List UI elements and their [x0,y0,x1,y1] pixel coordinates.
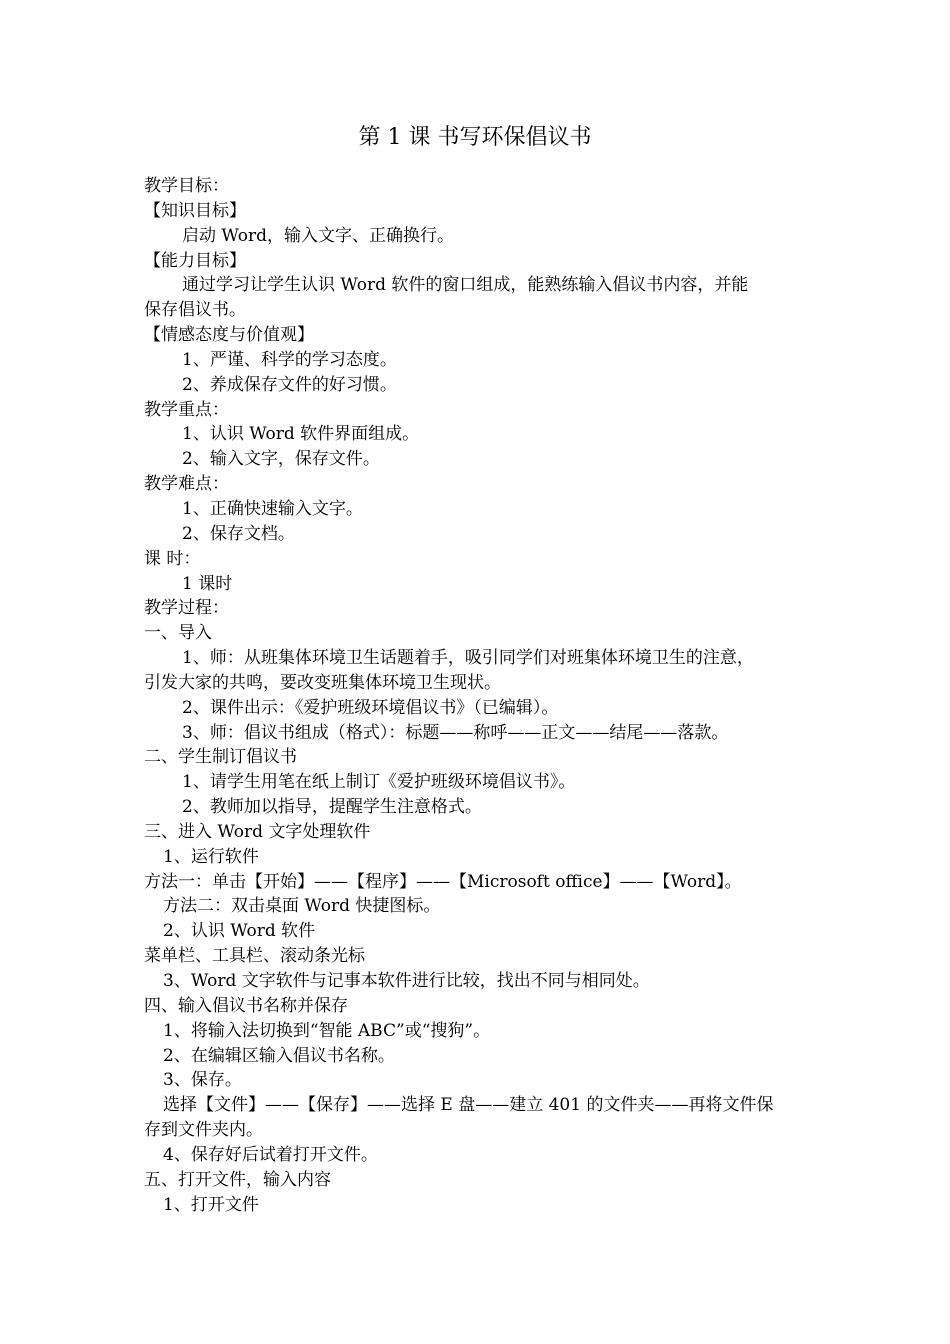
text-line: 方法一：单击【开始】——【程序】——【Microsoft office】——【Word】。 [144,871,742,892]
document-title: 第 1 课 书写环保倡议书 [358,125,592,150]
text-line: 通过学习让学生认识 Word 软件的窗口组成，能熟练输入倡议书内容，并能 [182,275,749,296]
text-line: 存到文件夹内。 [144,1120,263,1141]
text-line: 教学重点： [144,399,229,420]
text-line: 1、认识 Word 软件界面组成。 [182,424,420,445]
text-line: 教学过程： [144,598,229,619]
text-line: 1、正确快速输入文字。 [182,498,363,519]
text-line: 2、保存文档。 [182,523,295,544]
text-line: 【能力目标】 [144,250,246,271]
text-line: 二、学生制订倡议书 [144,747,297,768]
text-line: 教学难点： [144,474,229,495]
text-line: 1、严谨、科学的学习态度。 [182,349,397,370]
text-line: 四、输入倡议书名称并保存 [144,995,348,1016]
text-line: 1、请学生用笔在纸上制订《爱护班级环境倡议书》。 [182,772,576,793]
text-line: 1、打开文件 [163,1194,259,1215]
text-line: 课 时： [144,548,201,569]
text-line: 2、在编辑区输入倡议书名称。 [163,1045,395,1066]
text-line: 2、输入文字，保存文件。 [182,449,380,470]
text-line: 2、养成保存文件的好习惯。 [182,374,397,395]
text-line: 一、导入 [144,623,212,644]
text-line: 引发大家的共鸣，要改变班集体环境卫生现状。 [144,672,501,693]
text-line: 3、Word 文字软件与记事本软件进行比较，找出不同与相同处。 [163,971,650,991]
text-line: 2、课件出示：《爱护班级环境倡议书》（已编辑）。 [182,697,559,718]
text-line: 五、打开文件，输入内容 [144,1169,331,1190]
text-line: 4、保存好后试着打开文件。 [163,1144,378,1165]
text-line: 3、保存。 [163,1070,242,1091]
text-line: 1、运行软件 [163,846,259,867]
text-line: 【知识目标】 [144,200,246,221]
text-line: 保存倡议书。 [144,300,246,321]
text-line: 2、认识 Word 软件 [163,921,316,942]
text-line: 方法二：双击桌面 Word 快捷图标。 [163,896,441,917]
text-line: 1、师：从班集体环境卫生话题着手，吸引同学们对班集体环境卫生的注意， [182,648,754,669]
text-line: 教学目标： [144,176,229,196]
text-line: 启动 Word，输入文字、正确换行。 [182,225,454,246]
text-line: 1、将输入法切换到“智能 ABC”或“搜狗”。 [163,1020,491,1041]
document-body [144,174,810,1217]
text-line: 【情感态度与价值观】 [144,325,314,346]
text-line: 3、师：倡议书组成（格式）：标题——称呼——正文——结尾——落款。 [182,722,729,743]
text-line: 菜单栏、工具栏、滚动条光标 [144,946,365,967]
text-line: 选择【文件】——【保存】——选择 E 盘——建立 401 的文件夹——再将文件保 [163,1095,774,1116]
text-line: 2、教师加以指导，提醒学生注意格式。 [182,797,482,818]
text-line: 1 课时 [182,573,233,594]
text-line: 三、进入 Word 文字处理软件 [144,821,371,842]
